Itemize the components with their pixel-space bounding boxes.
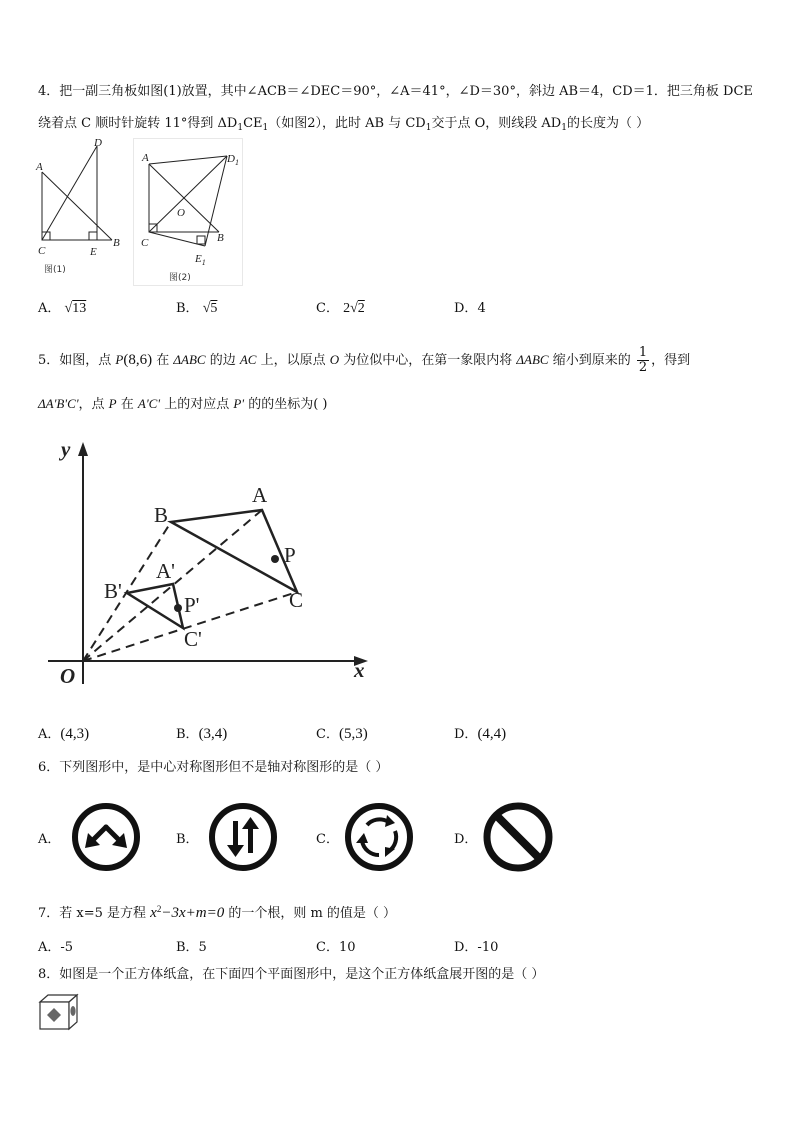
q7-option-c[interactable]: C．10 <box>316 940 356 955</box>
label-p1: P' <box>184 593 200 617</box>
q4-fig2-label-a: A <box>142 152 149 164</box>
q7-option-a[interactable]: A．-5 <box>38 940 74 955</box>
q5-coordinate-figure <box>40 432 380 692</box>
q4-figure-2 <box>133 138 243 286</box>
q6-stem: 6．下列图形中，是中心对称图形但不是轴对称图形的是（ ） <box>38 760 389 775</box>
y-axis-arrow-icon <box>78 442 88 456</box>
q4-fig2-label-e1: $E_1$ <box>195 253 206 267</box>
label-b: B <box>154 503 169 527</box>
label-b1: B' <box>104 579 122 603</box>
q4-fig1-label-d: D <box>94 138 102 149</box>
q4-fig1-label-e: E <box>90 246 97 258</box>
y-axis-label: y <box>61 437 71 461</box>
q7-option-d[interactable]: D．-10 <box>454 940 499 955</box>
label-a: A <box>252 483 268 507</box>
q8-stem: 8．如图是一个正方体纸盒，在下面四个平面图形中，是这个正方体纸盒展开图的是（ ） <box>38 967 545 982</box>
label-p: P <box>284 543 296 567</box>
q4-fig1-caption: 图(1) <box>44 265 66 275</box>
q4-stem-line1: 4．把一副三角板如图(1)放置，其中∠ACB＝∠DEC＝90°，∠A＝41°，∠D＝30°，斜边 AB＝4，CD＝1．把三角板 DCE <box>38 84 753 99</box>
q5-fraction-half: $\frac{1}{2}$ <box>638 345 648 375</box>
q5-option-c[interactable]: C．(5,3) <box>316 726 368 742</box>
q4-fig2-caption: 图(2) <box>169 273 191 283</box>
q4-fig2-label-o: O <box>177 207 185 219</box>
x-axis-label: x <box>354 658 365 682</box>
q4-option-d[interactable]: D．4 <box>454 301 486 316</box>
q4-fig1-label-a: A <box>36 161 43 173</box>
q4-option-b[interactable]: B． √5 <box>176 301 218 316</box>
q5-option-a[interactable]: A．(4,3) <box>38 726 90 742</box>
cube-box-icon <box>38 993 80 1031</box>
origin-label: O <box>60 664 76 688</box>
q4-fig2-label-b: B <box>217 232 224 244</box>
q4-fig2-label-c: C <box>141 237 149 249</box>
q5-option-d[interactable]: D．(4,4) <box>454 726 507 742</box>
point-p <box>271 555 279 563</box>
label-c: C <box>289 588 304 612</box>
q4-option-c[interactable]: C． 2√2 <box>316 301 365 316</box>
q5-option-b[interactable]: B．(3,4) <box>176 726 228 742</box>
roundabout-arrows-sign-icon <box>343 801 415 873</box>
q4-fig1-label-c: C <box>38 245 46 257</box>
q5-stem-line2: ΔA'B'C'，点 P 在 A'C' 上的对应点 P' 的的坐标为( ) <box>38 396 328 412</box>
q7-stem: 7．若 x=5 是方程 $x^2-3x+m=0$ 的一个根，则 m 的值是（ ） <box>38 904 397 921</box>
point-p1 <box>174 604 182 612</box>
q6-option-a[interactable]: A． <box>38 832 61 847</box>
q7-option-b[interactable]: B．5 <box>176 940 207 955</box>
two-way-vertical-arrows-sign-icon <box>207 801 279 873</box>
q5-stem-line1: 5．如图，点 P(8,6) 在 ΔABC 的边 AC 上，以原点 O 为位似中心，在第一象限内将 ΔABC 缩小到原来的 $\frac{1}{2}$ ，得到 <box>38 345 691 375</box>
label-c1: C' <box>184 627 202 651</box>
q4-figure-1 <box>30 138 125 280</box>
prohibition-sign-icon <box>482 801 554 873</box>
q4-stem-line2: 绕着点 C 顺时针旋转 11°得到 $\Delta D_1CE_1$（如图2），此时 AB 与 $CD_1$交于点 O，则线段 $AD_1$的长度为（ ） <box>38 116 650 133</box>
q6-option-d[interactable]: D． <box>454 832 478 847</box>
q6-option-b[interactable]: B． <box>176 832 199 847</box>
q4-fig2-label-d1: $D_1$ <box>227 153 239 167</box>
q4-option-a[interactable]: A． √13 <box>38 301 87 316</box>
label-a1: A' <box>156 559 175 583</box>
q6-option-c[interactable]: C． <box>316 832 339 847</box>
q4-fig1-label-b: B <box>113 237 120 249</box>
double-diagonal-arrows-sign-icon <box>70 801 142 873</box>
triangle-abc <box>171 510 297 592</box>
